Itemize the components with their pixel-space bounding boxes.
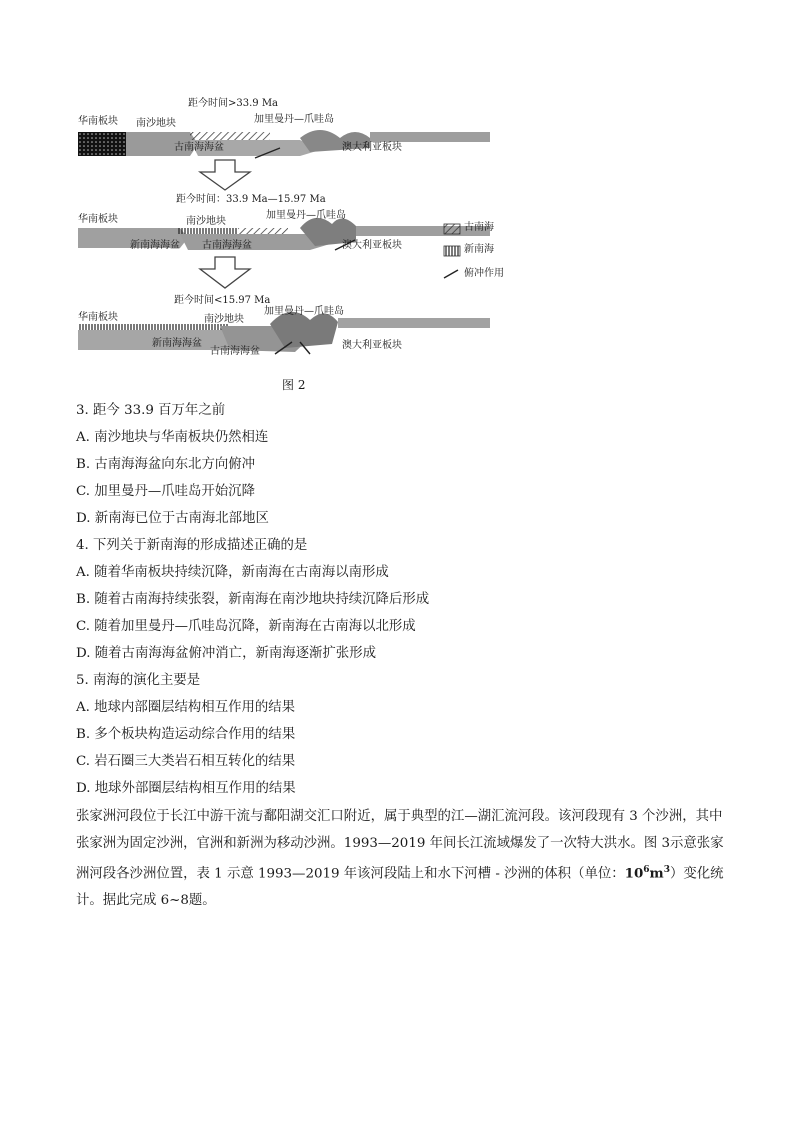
panel-3-xinnanhai-label: 新南海海盆 [152,338,202,349]
huanan-plate-block [78,132,126,156]
panel-1-time: 距今时间>33.9 Ma [188,98,279,109]
question-5-option-a: A. 地球内部圈层结构相互作用的结果 [76,700,296,715]
question-4-option-b: B. 随着古南海持续张裂，新南海在南沙地块持续沉降后形成 [76,592,430,607]
unit-exponent: 6 [643,865,650,875]
question-3-option-c: C. 加里曼丹—爪哇岛开始沉降 [76,484,255,499]
legend-subduction-label: 俯冲作用 [464,268,504,279]
panel-2-time: 距今时间：33.9 Ma—15.97 Ma [176,194,326,205]
question-4-option-d: D. 随着古南海海盆俯冲消亡，新南海逐渐扩张形成 [76,646,376,661]
panel-2-huanan-label: 华南板块 [78,214,118,225]
legend-subduction-arrow-icon [444,270,458,278]
question-4-option-c: C. 随着加里曼丹—爪哇岛沉降，新南海在古南海以北形成 [76,619,416,634]
panel-3-nansha-label: 南沙地块 [204,314,244,325]
unit-meter: m [649,865,664,882]
question-4-stem: 4. 下列关于新南海的形成描述正确的是 [76,538,308,553]
legend-xinnanhai-label: 新南海 [464,244,494,255]
passage-text-part-1: 张家洲河段位于长江中游干流与鄱阳湖交汇口附近，属于典型的江—湖汇流河段。该河段现有 3 个沙洲，其中张家洲为固定沙洲，官洲和新洲为移动沙洲。1993—2019 年间长江流域爆发了一次特大洪水。图 3示意张家洲河段各沙洲位置，表 1 示意 1993—2019 年该河段陆上和水下河槽 - 沙洲的体积（单位： [76,809,724,882]
panel-3-time: 距今时间<15.97 Ma [174,295,271,306]
australia-plate-shape-3 [338,318,490,328]
down-arrow-2 [200,257,250,288]
question-5-option-b: B. 多个板块构造运动综合作用的结果 [76,727,296,742]
panel-1-huanan-label: 华南板块 [78,116,118,127]
figure-caption: 图 2 [282,378,306,392]
panel-1 [78,130,490,158]
gunanhai-hatch-2 [238,228,288,234]
unit-base: 10 [624,865,644,882]
legend-gunanhai-swatch [444,224,460,234]
panel-3-aus-label: 澳大利亚板块 [342,340,402,351]
question-3-option-d: D. 新南海已位于古南海北部地区 [76,511,269,526]
panel-2-jiali-label: 加里曼丹—爪哇岛 [266,210,346,221]
down-arrow-1 [200,160,250,190]
question-5-stem: 5. 南海的演化主要是 [76,673,201,688]
panel-1-jiali-label: 加里曼丹—爪哇岛 [254,114,334,125]
panel-3-jiali-label: 加里曼丹—爪哇岛 [264,306,344,317]
unit-meter-exponent: 3 [663,865,670,875]
legend-xinnanhai-swatch [444,246,460,256]
question-5-option-c: C. 岩石圈三大类岩石相互转化的结果 [76,754,296,769]
panel-1-gunanhai-label: 古南海海盆 [174,142,224,153]
question-4-option-a: A. 随着华南板块持续沉降，新南海在古南海以南形成 [76,565,389,580]
question-5-option-d: D. 地球外部圈层结构相互作用的结果 [76,781,296,796]
passage-paragraph [76,803,724,914]
panel-3-gunanhai-label: 古南海海盆 [210,346,260,357]
xinnanhai-pattern-2 [178,228,238,234]
question-3-option-a: A. 南沙地块与华南板块仍然相连 [76,430,269,445]
figure-2 [70,92,530,392]
panel-2-gunanhai-label: 古南海海盆 [202,240,252,251]
panel-3-huanan-label: 华南板块 [78,312,118,323]
panel-3 [78,312,490,354]
gunanhai-hatch [190,132,270,140]
question-3-stem: 3. 距今 33.9 百万年之前 [76,403,226,418]
legend-gunanhai-label: 古南海 [464,222,494,233]
panel-2-nansha-label: 南沙地块 [186,216,226,227]
panel-1-nansha-label: 南沙地块 [136,118,176,129]
panel-2-aus-label: 澳大利亚板块 [342,240,402,251]
panel-2-xinnanhai-label: 新南海海盆 [130,240,180,251]
australia-plate-shape [370,132,490,142]
question-3-option-b: B. 古南海海盆向东北方向俯冲 [76,457,256,472]
passage-text-part-2: ）变化统计。据此完成 6~8题。 [76,866,724,909]
panel-1-aus-label: 澳大利亚板块 [342,142,402,153]
